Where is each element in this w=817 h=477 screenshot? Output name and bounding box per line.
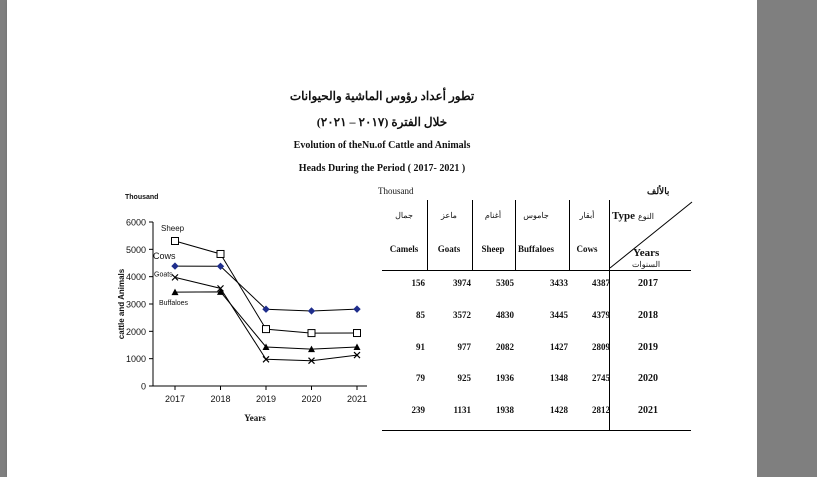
table-cell: 1348	[550, 373, 568, 383]
years-header-english: Years	[633, 247, 660, 259]
column-header-arabic: أبقار	[579, 211, 595, 220]
table-cell: 5305	[496, 278, 514, 288]
y-tick-label: 1000	[125, 354, 146, 365]
table-cell: 1427	[550, 342, 568, 352]
column-header-english: Sheep	[481, 244, 505, 254]
table-year-cell: 2019	[638, 342, 658, 353]
table-cell: 3572	[453, 310, 471, 320]
line-chart	[7, 0, 387, 440]
column-header-arabic: أغنام	[484, 211, 502, 220]
table-bottom-rule	[382, 430, 691, 431]
column-header-arabic: جاموس	[523, 211, 549, 220]
table-year-cell: 2017	[638, 278, 658, 289]
series-line-cows	[175, 266, 357, 311]
header-column-divider	[472, 200, 473, 270]
column-header-arabic: جمال	[395, 211, 413, 220]
data-table	[376, 200, 691, 431]
column-header-arabic: ماعز	[441, 211, 457, 220]
table-cell: 79	[416, 373, 425, 383]
table-cell: 2082	[496, 342, 514, 352]
document-page	[7, 0, 757, 477]
data-point-sheep	[308, 330, 315, 337]
table-cell: 4387	[592, 278, 610, 288]
series-label-cows: Cows	[153, 251, 176, 262]
years-header-arabic: السنوات	[632, 260, 661, 269]
data-point-sheep	[263, 326, 270, 333]
table-cell: 85	[416, 310, 425, 320]
table-cell: 156	[411, 278, 425, 288]
x-tick-label: 2020	[301, 394, 322, 404]
table-year-cell: 2021	[638, 405, 658, 416]
table-cell: 3974	[453, 278, 471, 288]
y-tick-label: 2000	[125, 326, 146, 337]
table-year-cell: 2020	[638, 373, 658, 384]
table-row	[382, 278, 692, 294]
y-axis-title: cattle and Animals	[117, 268, 126, 340]
series-label-goats: Goats	[154, 271, 173, 279]
header-rule	[382, 270, 691, 271]
english-title-line-2: Heads During the Period ( 2017- 2021 )	[298, 163, 466, 174]
table-cell: 1131	[453, 405, 471, 415]
table-cell: 4830	[496, 310, 514, 320]
y-tick-label: 0	[140, 381, 146, 392]
chart-unit-label: Thousand	[125, 194, 159, 201]
header-column-divider	[427, 200, 428, 270]
type-header-arabic: النوع	[638, 212, 654, 221]
table-unit-arabic: بالألف	[647, 186, 670, 196]
table-cell: 977	[457, 342, 471, 352]
series-label-sheep: Sheep	[161, 223, 185, 233]
table-row	[382, 405, 692, 421]
y-tick-label: 4000	[125, 272, 146, 283]
column-header-english: Cows	[576, 244, 598, 254]
column-header-english: Camels	[389, 244, 419, 254]
data-point-cows	[354, 306, 360, 312]
table-cell: 1938	[496, 405, 514, 415]
y-tick-label: 3000	[125, 299, 146, 310]
table-row	[382, 342, 692, 358]
x-axis-title: Years	[244, 413, 266, 423]
arabic-title-line-2: خلال الفترة (٢٠١٧ – ٢٠٢١)	[316, 115, 448, 129]
x-tick-label: 2017	[164, 394, 186, 404]
table-cell: 3445	[550, 310, 568, 320]
data-point-cows	[172, 263, 178, 269]
data-point-sheep	[354, 330, 361, 337]
viewer-background	[757, 0, 817, 477]
table-year-cell: 2018	[638, 310, 658, 321]
x-tick-label: 2019	[255, 394, 277, 404]
table-cell: 4379	[592, 310, 610, 320]
table-cell: 1428	[550, 405, 568, 415]
x-tick-label: 2018	[210, 394, 231, 404]
table-cell: 925	[457, 373, 471, 383]
y-tick-label: 5000	[125, 244, 146, 255]
table-cell: 91	[416, 342, 425, 352]
english-title-line-1: Evolution of theNu.of Cattle and Animals	[293, 140, 471, 151]
header-column-divider	[515, 200, 516, 270]
x-tick-label: 2021	[346, 394, 368, 404]
column-header-english: Goats	[437, 244, 461, 254]
data-point-sheep	[172, 237, 179, 244]
series-label-buffaloes: Buffaloes	[159, 300, 189, 308]
table-cell: 2809	[592, 342, 610, 352]
y-tick-label: 6000	[125, 217, 146, 228]
column-header-english: Buffaloes	[518, 244, 554, 254]
table-cell: 1936	[496, 373, 514, 383]
data-point-cows	[309, 308, 315, 314]
series-line-sheep	[175, 241, 357, 333]
arabic-title-line-1: تطور أعداد رؤوس الماشية والحيوانات	[289, 89, 475, 103]
table-row	[382, 310, 692, 326]
data-point-sheep	[217, 250, 224, 257]
table-cell: 239	[411, 405, 425, 415]
type-header-english: Type	[612, 210, 636, 222]
series-line-buffaloes	[175, 292, 357, 349]
table-unit-english: Thousand	[378, 186, 414, 196]
table-row	[382, 373, 692, 389]
table-cell: 3433	[550, 278, 568, 288]
header-column-divider	[569, 200, 570, 270]
table-cell: 2812	[592, 405, 610, 415]
table-cell: 2745	[592, 373, 610, 383]
